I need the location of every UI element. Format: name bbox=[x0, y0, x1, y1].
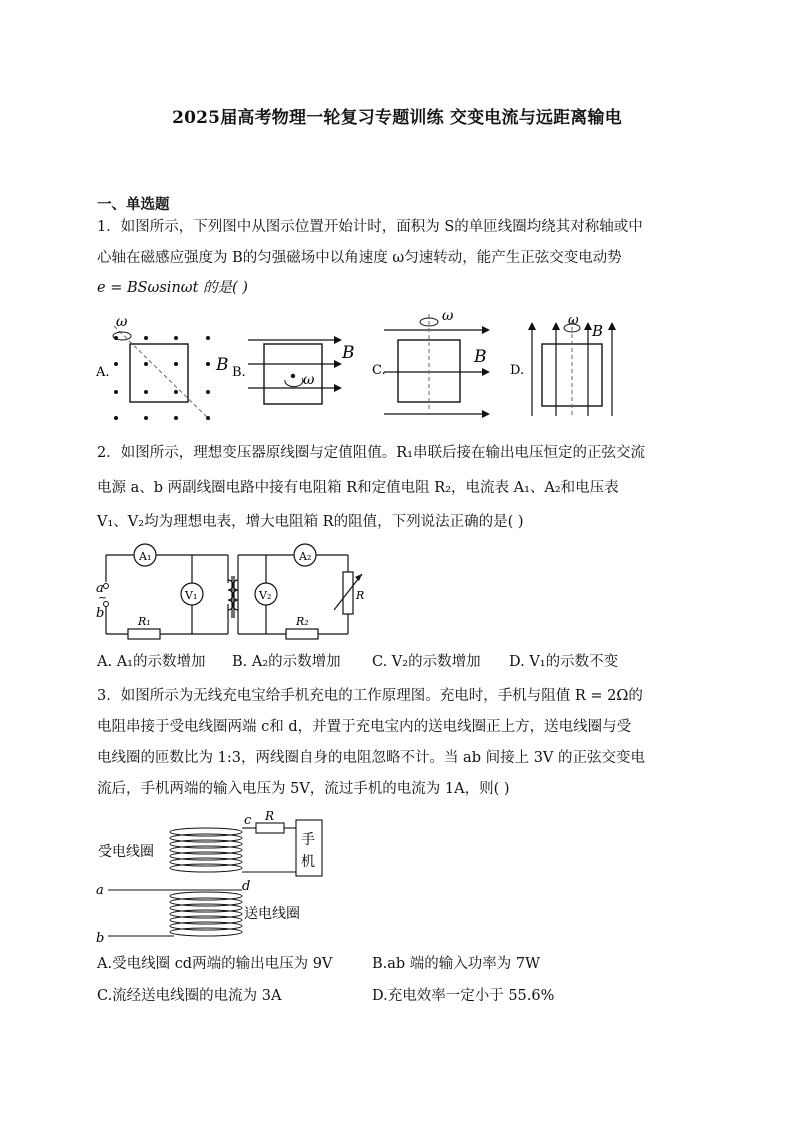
terminal-b-label: b bbox=[96, 931, 105, 946]
resistance-box-r bbox=[343, 572, 353, 614]
send-circuit-wires bbox=[108, 890, 242, 936]
fig-b-arrowheads bbox=[334, 336, 342, 392]
resistor-r bbox=[256, 823, 284, 833]
q3-text-line-1: 3．如图所示为无线充电宝给手机充电的工作原理图。充电时，手机与阻值 R = 2Ω的 bbox=[97, 688, 643, 704]
receive-circuit-wires bbox=[242, 828, 296, 872]
q1-text-line-2: 心轴在磁感应强度为 B的匀强磁场中以角速度 ω匀速转动，能产生正弦交变电动势 bbox=[97, 250, 622, 266]
resistor-r1-label: R₁ bbox=[138, 615, 151, 628]
ammeter-a2-label: A₂ bbox=[299, 550, 312, 563]
ac-source-tilde: ~ bbox=[98, 591, 108, 604]
send-coil-label: 送电线圈 bbox=[244, 906, 300, 922]
fig-b-axis-dot bbox=[291, 374, 295, 378]
q2-text-line-3: V₁、V₂均为理想电表，增大电阻箱 R的阻值，下列说法正确的是( ) bbox=[97, 514, 524, 530]
fig-a-field-label: B bbox=[216, 355, 229, 375]
fig-a-axis bbox=[114, 326, 210, 420]
q2-primary-wires bbox=[106, 555, 228, 634]
q1-figure-a bbox=[94, 312, 244, 428]
q2-text-line-2: 电源 a、b 两副线圈电路中接有电阻箱 R和定值电阻 R₂，电流表 A₁、A₂和电压表 bbox=[97, 480, 619, 496]
voltmeter-v2-label: V₂ bbox=[259, 589, 272, 602]
send-coil bbox=[170, 892, 242, 936]
q1-text-line-1: 1．如图所示，下列图中从图示位置开始计时，面积为 S的单匝线圈均绕其对称轴或中 bbox=[97, 219, 643, 235]
fig-a-omega: ω bbox=[116, 314, 128, 330]
fig-c-arrowheads bbox=[482, 326, 490, 418]
fig-c-field-label: B bbox=[474, 347, 487, 367]
phone-label-1: 手 bbox=[301, 832, 315, 848]
q2-text-line-1: 2．如图所示，理想变压器原线圈与定值阻值。R₁串联后接在输出电压恒定的正弦交流 bbox=[97, 445, 645, 461]
terminal-b-label: b bbox=[96, 606, 105, 621]
resistor-r-label: R bbox=[265, 809, 275, 823]
q3-option-c: C.流经送电线圈的电流为 3A bbox=[97, 988, 282, 1004]
resistor-r2-label: R₂ bbox=[296, 615, 309, 628]
section-heading: 一、单选题 bbox=[97, 196, 170, 213]
page-title: 2025届高考物理一轮复习专题训练 交变电流与远距离输电 bbox=[172, 108, 622, 128]
resistor-r1 bbox=[128, 629, 160, 639]
terminal-d-label: d bbox=[242, 879, 251, 894]
q2-circuit bbox=[94, 542, 364, 646]
phone-label-2: 机 bbox=[301, 854, 315, 870]
q1-figure-c bbox=[370, 306, 510, 418]
q3-text-line-3: 电线圈的匝数比为 1:3，两线圈自身的电阻忽略不计。当 ab 间接上 3V 的正弦交变电 bbox=[97, 750, 646, 766]
fig-d-omega: ω bbox=[568, 313, 579, 328]
resistor-r2 bbox=[286, 629, 318, 639]
q3-option-b: B.ab 端的输入功率为 7W bbox=[372, 956, 541, 972]
ammeter-a1-label: A₁ bbox=[139, 550, 152, 563]
receive-coil-label: 受电线圈 bbox=[98, 844, 154, 860]
fig-d-field-label: B bbox=[592, 322, 604, 340]
q1-figure-b bbox=[230, 322, 370, 418]
receive-coil bbox=[170, 828, 242, 872]
q2-transformer bbox=[228, 576, 238, 618]
resistance-box-label: R bbox=[356, 589, 365, 602]
terminal-a bbox=[104, 584, 109, 589]
fig-a-field-dots bbox=[114, 336, 210, 420]
q3-option-d: D.充电效率一定小于 55.6% bbox=[372, 988, 555, 1004]
fig-c-label: C. bbox=[372, 363, 386, 378]
q2-option-a: A. A₁的示数增加 bbox=[97, 654, 206, 670]
terminal-a-label: a bbox=[96, 883, 104, 898]
fig-b-rotation-icon bbox=[285, 378, 303, 387]
q1-figure-d bbox=[508, 312, 628, 420]
fig-b-label: B. bbox=[232, 365, 246, 380]
q3-option-a: A.受电线圈 cd两端的输出电压为 9V bbox=[97, 956, 333, 972]
fig-b-field-label: B bbox=[342, 343, 355, 363]
fig-d-coil bbox=[542, 344, 602, 406]
terminal-a-label: a bbox=[96, 581, 104, 596]
fig-b-omega: ω bbox=[303, 372, 315, 388]
q3-text-line-2: 电阻串接于受电线圈两端 c和 d，并置于充电宝内的送电线圈正上方，送电线圈与受 bbox=[97, 719, 632, 735]
q2-option-d: D. V₁的示数不变 bbox=[509, 654, 619, 670]
q2-option-b: B. A₂的示数增加 bbox=[232, 654, 341, 670]
fig-b-field-lines bbox=[248, 340, 340, 388]
q3-text-line-4: 流后，手机两端的输入电压为 5V，流过手机的电流为 1A，则( ) bbox=[97, 781, 510, 797]
fig-a-label: A. bbox=[96, 365, 110, 380]
voltmeter-v1-label: V₁ bbox=[185, 589, 198, 602]
terminal-c-label: c bbox=[244, 813, 252, 828]
fig-a-coil bbox=[130, 344, 188, 402]
q3-charging-figure bbox=[94, 810, 334, 946]
fig-d-label: D. bbox=[510, 363, 525, 378]
q1-text-line-3: e = BSωsinωt 的是( ) bbox=[97, 280, 248, 296]
fig-c-omega: ω bbox=[442, 308, 454, 324]
q2-option-c: C. V₂的示数增加 bbox=[372, 654, 481, 670]
